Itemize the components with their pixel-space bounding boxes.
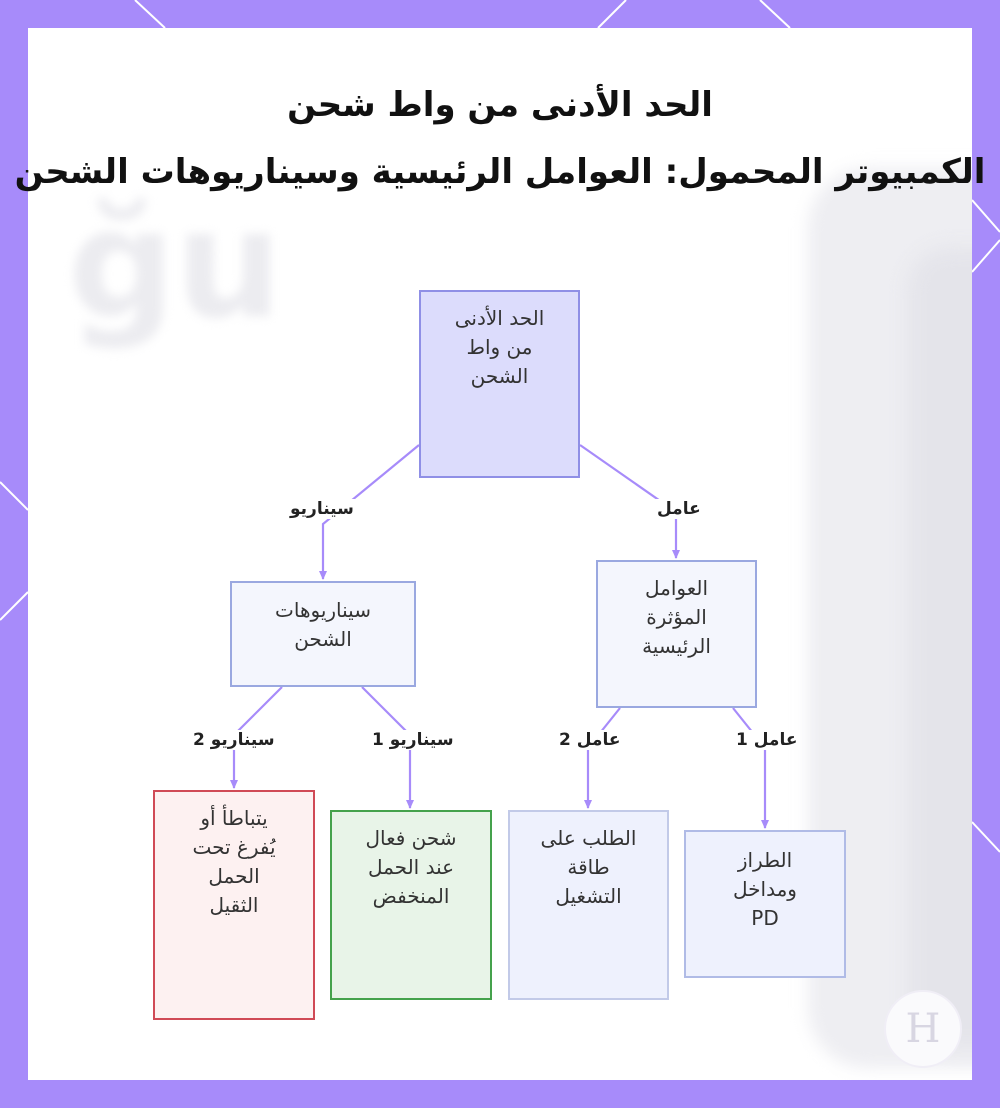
node-scenario-2-heavy-load	[153, 790, 315, 1020]
node-line: التشغيل	[555, 884, 622, 908]
node-line: سيناريوهات	[275, 598, 371, 622]
node-charging-scenarios	[230, 581, 416, 687]
edge-factors-to-factor2	[588, 708, 620, 808]
node-line: الرئيسية	[642, 634, 711, 658]
watermark-badge-icon	[884, 990, 962, 1068]
edge-label-factor-1: عامل 1	[733, 730, 800, 750]
node-line: يتباطأ أو	[200, 806, 268, 830]
node-line: شحن فعال	[365, 826, 457, 850]
edge-label-scenario-2: سيناريو 2	[190, 730, 278, 750]
node-scenario-1-low-load	[330, 810, 492, 1000]
node-line: طاقة	[567, 855, 610, 879]
node-line: الحد الأدنى	[454, 306, 545, 330]
node-line: الحمل	[208, 864, 260, 888]
node-line: العوامل	[644, 576, 709, 600]
node-line: الثقيل	[209, 893, 259, 917]
node-factor-1-model-pd	[684, 830, 846, 978]
node-line: من واط	[466, 335, 533, 359]
title-line-2: الكمبيوتر المحمول: العوامل الرئيسية وسيناريوهات الشحن	[14, 152, 986, 192]
edge-label-factor: عامل	[654, 499, 704, 519]
node-line: الشحن	[470, 364, 529, 388]
edge-factors-to-factor1	[733, 708, 765, 828]
edge-label-scenario: سيناريو	[287, 499, 357, 519]
node-line: يُفرغ تحت	[192, 835, 276, 859]
edge-label-scenario-1: سيناريو 1	[369, 730, 457, 750]
node-line: المنخفض	[372, 884, 450, 908]
watermark-text: ğu	[68, 178, 283, 352]
node-line: الطراز	[737, 848, 793, 872]
node-factor-2-power-demand	[508, 810, 669, 1000]
node-key-factors	[596, 560, 757, 708]
node-line: الطلب على	[540, 826, 637, 850]
node-line: عند الحمل	[367, 855, 455, 879]
node-line: ومداخل	[733, 877, 797, 901]
node-line: PD	[751, 906, 779, 930]
node-line: المؤثرة	[646, 605, 707, 629]
node-line: الشحن	[294, 627, 352, 651]
node-min-charging-watts	[419, 290, 580, 478]
badge-glyph: H	[905, 1006, 941, 1052]
edge-label-factor-2: عامل 2	[556, 730, 623, 750]
title-line-1: الحد الأدنى من واط شحن	[287, 85, 713, 125]
